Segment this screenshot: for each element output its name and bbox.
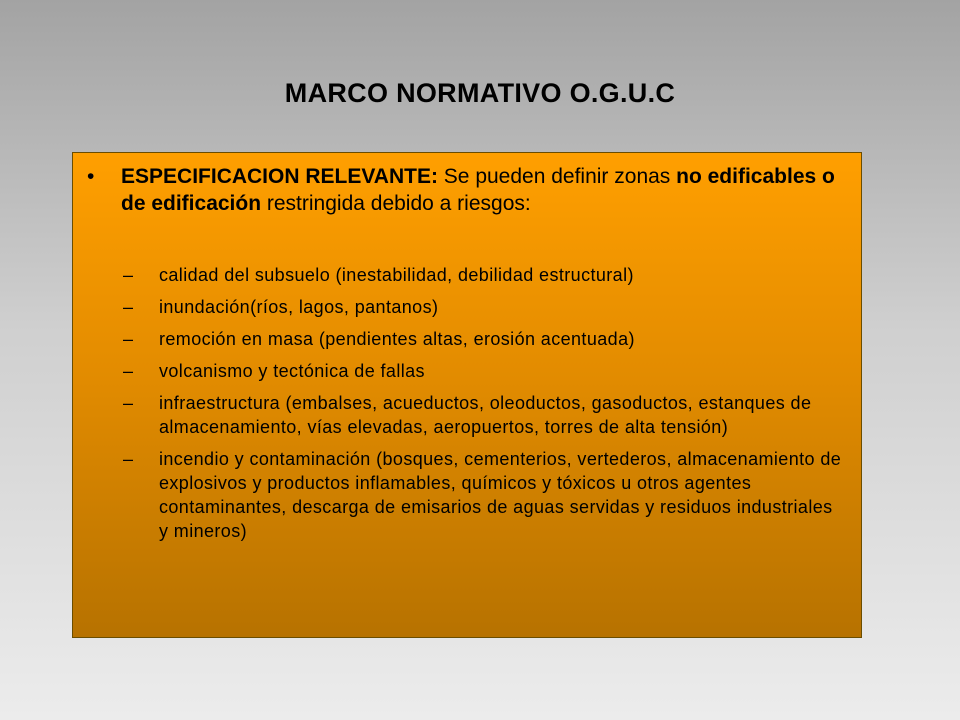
content-box <box>72 152 862 638</box>
sub-item-text: calidad del subsuelo (inestabilidad, debilidad estructural) <box>159 265 634 285</box>
sub-item-text: volcanismo y tectónica de fallas <box>159 361 425 381</box>
dash-icon: – <box>123 361 134 381</box>
list-item <box>123 327 843 351</box>
list-item <box>123 295 843 319</box>
dash-icon: – <box>123 329 134 349</box>
sub-item-text: remoción en masa (pendientes altas, erosión acentuada) <box>159 329 635 349</box>
sub-item-text: incendio y contaminación (bosques, cementerios, vertederos, almacenamiento de explosivos y productos inflamables, químicos y tóxicos u otros agentes contaminantes, descarga de emisarios de aguas servidas y residuos industriales y mineros) <box>159 449 842 541</box>
main-bullet <box>87 163 847 217</box>
bullet-bold-2: no edificables o de edificación <box>121 165 835 215</box>
dash-icon: – <box>123 449 134 469</box>
list-item <box>123 359 843 383</box>
dash-icon: – <box>123 297 134 317</box>
bullet-lead: ESPECIFICACION RELEVANTE: <box>121 165 438 188</box>
sub-item-text: inundación(ríos, lagos, pantanos) <box>159 297 439 317</box>
list-item <box>123 263 843 287</box>
dash-icon: – <box>123 265 134 285</box>
list-item <box>123 391 843 439</box>
list-item <box>123 447 843 543</box>
bullet-text-2: restringida debido a riesgos: <box>261 192 531 215</box>
sub-item-list <box>123 263 843 551</box>
slide-title: MARCO NORMATIVO O.G.U.C <box>284 78 676 108</box>
sub-item-text: infraestructura (embalses, acueductos, oleoductos, gasoductos, estanques de almacenamiento, vías elevadas, aeropuertos, torres de alta tensión) <box>159 393 812 437</box>
bullet-text-1: Se pueden definir zonas <box>437 165 677 188</box>
main-bullet-text <box>121 163 847 217</box>
dash-icon: – <box>123 393 134 413</box>
bullet-icon: • <box>87 165 95 188</box>
